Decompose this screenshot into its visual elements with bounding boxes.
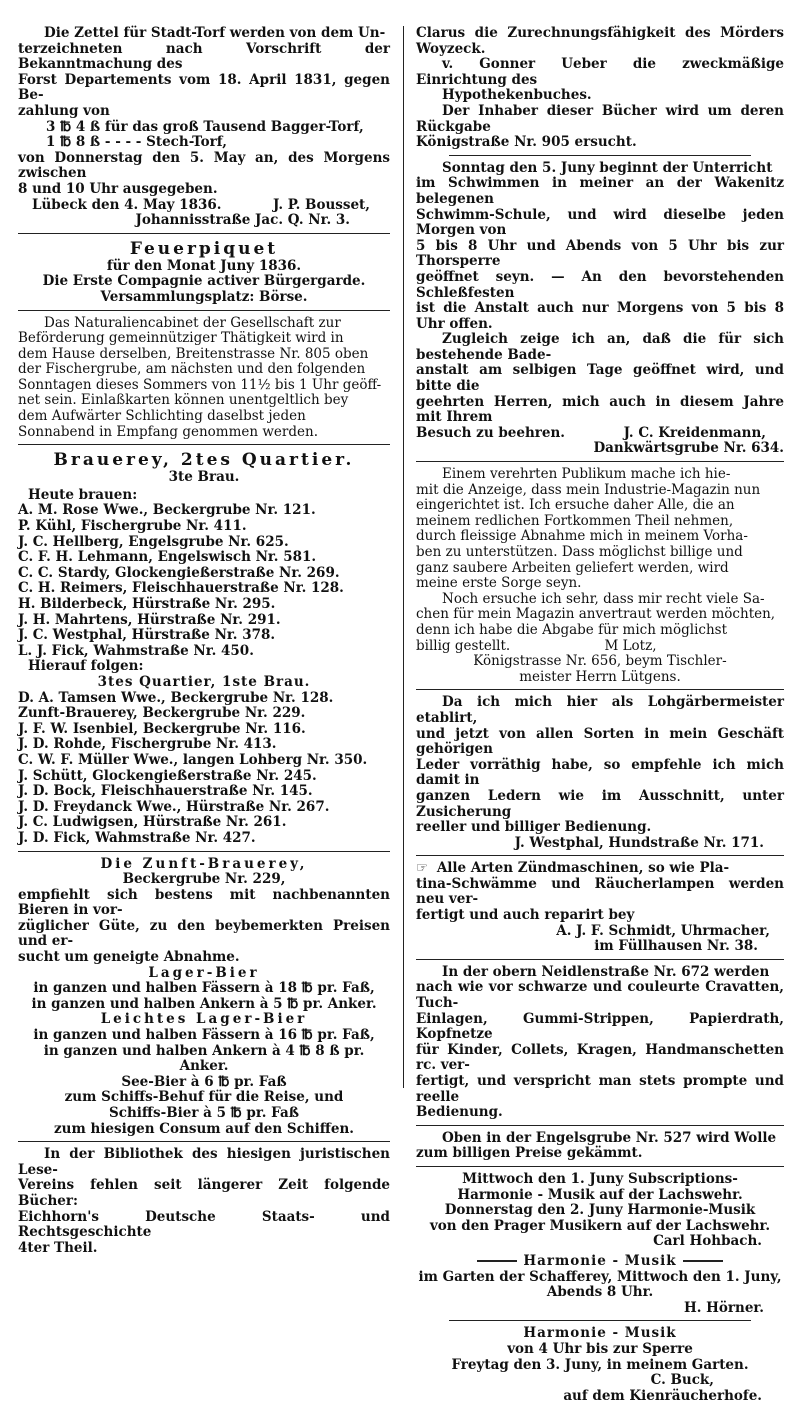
separator — [18, 444, 390, 445]
torf-line: von Donnerstag den 5. May an, des Morgens zwischen — [18, 149, 390, 182]
harmonie-signer: H. Hörner. — [683, 1299, 764, 1316]
brauerey-quartier: 3tes Quartier, 1ste Brau. — [97, 673, 311, 690]
lotz-line: chen für mein Magazin anvertraut werden möchten, — [416, 606, 776, 623]
torf-line: Forst Departements vom 18. April 1831, gegen Be- — [18, 71, 390, 104]
list-item: J. D. Rohde, Fischergrube Nr. 413. — [18, 736, 277, 753]
neidlen-line: fertigt, und verspricht man stets prompte und reelle — [416, 1073, 784, 1105]
list-item: H. Bilderbeck, Hürstraße Nr. 295. — [18, 596, 276, 612]
neidlen-line: In der obern Neidlenstraße Nr. 672 werden — [442, 963, 770, 980]
price-line: in ganzen und halben Ankern à 5 ℔ pr. Anker. — [31, 995, 377, 1012]
lotz-line: Einem verehrten Publikum mache ich hie- — [442, 466, 731, 483]
lotz-notice — [416, 467, 784, 685]
schwimm-line: 5 bis 8 Uhr und Abends von 5 Uhr bis zur Thorsperre — [416, 237, 784, 270]
harmonie-line: im Garten der Schafferey, Mittwoch den 1. Juny, — [418, 1268, 782, 1285]
separator — [449, 155, 751, 156]
schwimm-line: anstalt am selbigen Tage geöffnet wird, und bitte die — [416, 362, 784, 395]
torf-signer: J. P. Bousset, — [272, 196, 370, 213]
brauerey-heute: Heute brauen: — [28, 486, 138, 503]
bibliothek-line: Eichhorn's Deutsche Staats- und Rechtsgeschichte — [18, 1208, 390, 1241]
leicht-title: Leichtes Lager-Bier — [100, 1011, 308, 1028]
list-item: C. F. H. Lehmann, Engelswisch Nr. 581. — [18, 549, 317, 566]
zunft-address: Beckergrube Nr. 229, — [122, 871, 286, 888]
bibliothek-line: Vereins fehlen seit längerer Zeit folgende Bücher: — [18, 1177, 390, 1209]
westphal-line: Da ich mich hier als Lohgärbermeister etablirt, — [416, 694, 784, 726]
bibliothek-line: v. Gonner Ueber die zweckmäßige Einrichtung des — [416, 56, 784, 88]
separator — [416, 461, 784, 462]
schwimm-line: Zugleich zeige ich an, daß die für sich bestehende Bade- — [416, 331, 784, 363]
torf-price: 1 ℔ 8 ß - - - - Stech-Torf, — [46, 134, 227, 151]
torf-date: Lübeck den 4. May 1836. — [32, 196, 222, 213]
wolle-line: Oben in der Engelsgrube Nr. 527 wird Wolle — [442, 1129, 777, 1146]
brauerey-subtitle: 3te Brau. — [168, 469, 240, 486]
price-line: Schiffs-Bier à 5 ℔ pr. Faß — [109, 1105, 299, 1121]
zunft-line: züglicher Güte, zu den beybemerkten Preisen und er- — [18, 917, 390, 950]
schmidt-firstline — [416, 861, 784, 877]
schmidt-signer: A. J. F. Schmidt, Uhrmacher, — [556, 922, 770, 939]
naturalien-notice — [18, 316, 390, 441]
westphal-line: und jetzt von allen Sorten in mein Geschäft gehörigen — [416, 725, 784, 758]
schmidt-line: Alle Arten Zündmaschinen, so wie Pla- — [436, 860, 730, 877]
harmonie-hoerner — [416, 1254, 784, 1316]
list-item: J. D. Fick, Wahmstraße Nr. 427. — [18, 829, 256, 846]
list-item: L. J. Fick, Wahmstraße Nr. 450. — [18, 642, 254, 659]
neidlen-line: Bedienung. — [416, 1104, 503, 1121]
lotz-line: billig gestellt. — [416, 637, 511, 654]
neidlen-line: Einlagen, Gummi-Strippen, Papierdrath, Kopfnetze — [416, 1010, 784, 1043]
torf-line: 8 und 10 Uhr ausgegeben. — [18, 180, 218, 197]
schwimm-line: Besuch zu beehren. — [416, 424, 565, 441]
naturalien-line: Sonntagen dieses Sommers von 11½ bis 1 Uhr geöff- — [18, 376, 382, 393]
bibliothek-line: Königstraße Nr. 905 ersucht. — [416, 134, 637, 151]
torf-line: zahlung von — [18, 102, 110, 119]
separator — [416, 1166, 784, 1167]
bibliothek-notice — [18, 1147, 390, 1256]
pointing-hand-icon: ☞ — [416, 860, 429, 877]
feuer-notice — [18, 239, 390, 306]
harmonie-buck — [416, 1326, 784, 1404]
column-divider — [403, 26, 404, 1088]
schwimm-line: ist die Anstalt auch nur Morgens von 5 bis 8 Uhr offen. — [416, 300, 784, 332]
list-item: D. A. Tamsen Wwe., Beckergrube Nr. 128. — [18, 689, 334, 706]
bibliothek-line: Hypothekenbuches. — [442, 87, 592, 104]
schwimm-notice — [416, 161, 784, 457]
harmonie-line: Harmonie - Musik auf der Lachswehr. — [457, 1186, 743, 1203]
list-item: Zunft-Brauerey, Beckergrube Nr. 229. — [18, 705, 306, 722]
separator — [416, 959, 784, 960]
left-column — [18, 26, 390, 1256]
lotz-line: denn ich habe die Abgabe für mich möglichst — [416, 621, 728, 638]
harmonie-address: auf dem Kienräucherhofe. — [563, 1387, 762, 1404]
naturalien-line: der Fischergrube, am nächsten und den folgenden — [18, 361, 366, 378]
harmonie-signer: Carl Hohbach. — [653, 1233, 762, 1250]
lotz-line: meinem redlichen Fortkommen Theil nehmen, — [416, 512, 734, 529]
list-item: J. Schütt, Glockengießerstraße Nr. 245. — [18, 767, 317, 784]
lotz-signer: M Lotz, — [604, 637, 657, 654]
naturalien-line: Das Naturaliencabinet der Gesellschaft zur — [44, 314, 341, 331]
feuer-line: für den Monat Juny 1836. — [106, 257, 302, 274]
list-item: C. C. Stardy, Glockengießerstraße Nr. 269. — [18, 564, 340, 581]
separator — [449, 1320, 751, 1321]
torf-line: terzeichneten nach Vorschrift der Bekanntmachung des — [18, 40, 390, 73]
feuer-line: Die Erste Compagnie activer Bürgergarde. — [42, 273, 366, 290]
brauerey-title: Brauerey, 2tes Quartier. — [53, 450, 355, 471]
harmonie-line: Donnerstag den 2. Juny Harmonie-Musik — [444, 1202, 756, 1219]
harmonie-title: Harmonie - Musik — [523, 1252, 677, 1269]
bibliothek-continued — [416, 26, 784, 151]
schmidt-line: tina-Schwämme und Räucherlampen werden neu ver- — [416, 875, 784, 908]
separator — [18, 233, 390, 234]
westphal-line: ganzen Ledern wie im Ausschnitt, unter Zusicherung — [416, 787, 784, 820]
schwimm-line: geehrten Herren, mich auch in diesem Jahre mit Ihrem — [416, 393, 784, 426]
zunft-title: Die Zunft-Brauerey, — [100, 855, 308, 872]
title-rule — [477, 1260, 517, 1262]
zunft-line: empfiehlt sich bestens mit nachbenannten Bieren in vor- — [18, 886, 390, 919]
neidlen-line: nach wie vor schwarze und couleurte Cravatten, Tuch- — [416, 979, 784, 1012]
torf-dateline — [18, 198, 390, 214]
harmonie-title-row — [416, 1254, 784, 1270]
harmonie-line: von 4 Uhr bis zur Sperre — [507, 1340, 693, 1357]
harmonie-line: von den Prager Musikern auf der Lachswehr. — [429, 1217, 771, 1234]
neidlen-line: für Kinder, Collets, Kragen, Handmanschetten rc. ver- — [416, 1041, 784, 1074]
harmonie-line: Abends 8 Uhr. — [546, 1284, 654, 1301]
lotz-address: meister Herrn Lütgens. — [519, 668, 681, 685]
lotz-line: meine erste Sorge seyn. — [416, 575, 582, 592]
torf-line: Die Zettel für Stadt-Torf werden von dem Un- — [44, 25, 386, 41]
feuer-title: Feuerpiquet — [129, 238, 279, 259]
harmonie-line: Mittwoch den 1. Juny Subscriptions- — [462, 1170, 738, 1187]
torf-address: Johannisstraße Jac. Q. Nr. 3. — [135, 212, 350, 229]
right-column — [416, 26, 784, 1404]
schwimm-line: Sonntag den 5. Juny beginnt der Unterricht — [442, 159, 773, 176]
list-item: J. F. W. Isenbiel, Beckergrube Nr. 116. — [18, 720, 306, 737]
lotz-line: Noch ersuche ich sehr, dass mir recht viele Sa- — [442, 590, 765, 607]
list-item: C. W. F. Müller Wwe., langen Lohberg Nr. 350. — [18, 751, 368, 768]
list-item: C. H. Reimers, Fleischhauerstraße Nr. 128. — [18, 580, 344, 597]
naturalien-line: dem Hause derselben, Breitenstrasse Nr. 805 oben — [18, 345, 369, 362]
bibliothek-line: Clarus die Zurechnungsfähigkeit des Mörders Woyzeck. — [416, 25, 784, 57]
bibliothek-line: Der Inhaber dieser Bücher wird um deren Rückgabe — [416, 102, 784, 135]
lotz-line: ben zu unterstützen. Dass möglichst billige und — [416, 544, 743, 560]
westphal-line: reeller und billiger Bedienung. — [416, 819, 652, 836]
list-item: P. Kühl, Fischergrube Nr. 411. — [18, 518, 247, 535]
list-item: J. C. Westphal, Hürstraße Nr. 378. — [18, 627, 276, 644]
lotz-line: ganz saubere Arbeiten geliefert werden, wird — [416, 559, 729, 576]
lotz-lastline — [416, 639, 784, 655]
westphal-notice — [416, 695, 784, 851]
harmonie-line: Freytag den 3. Juny, in meinem Garten. — [451, 1356, 749, 1373]
price-line: See-Bier à 6 ℔ pr. Faß — [121, 1073, 287, 1090]
schwimm-signer: J. C. Kreidenmann, — [623, 424, 766, 441]
separator — [416, 855, 784, 856]
separator — [18, 1141, 390, 1142]
schwimm-lastline — [416, 426, 784, 442]
schmidt-line: fertigt und auch reparirt bey — [416, 907, 635, 924]
price-line: in ganzen und halben Fässern à 16 ℔ pr. Faß, — [33, 1027, 375, 1044]
schwimm-line: geöffnet seyn. — An den bevorstehenden Schleßfesten — [416, 268, 784, 301]
zunft-line: sucht um geneigte Abnahme. — [18, 949, 240, 966]
harmonie-title: Harmonie - Musik — [523, 1325, 677, 1342]
separator — [18, 310, 390, 311]
lotz-address: Königstrasse Nr. 656, beym Tischler- — [473, 653, 727, 670]
naturalien-line: Sonnabend in Empfang genommen werden. — [18, 423, 318, 440]
title-rule — [683, 1260, 723, 1262]
separator — [416, 1125, 784, 1126]
schmidt-address: im Füllhausen Nr. 38. — [594, 938, 758, 955]
schwimm-line: Schwimm-Schule, und wird dieselbe jeden Morgen von — [416, 206, 784, 239]
lotz-line: durch fleissige Abnahme mich in meinem Vorha- — [416, 528, 748, 545]
price-line: in ganzen und halben Ankern à 4 ℔ 8 ß pr. Anker. — [43, 1042, 365, 1075]
lotz-line: mit die Anzeige, dass mein Industrie-Magazin nun — [416, 481, 761, 498]
separator — [18, 851, 390, 852]
torf-notice — [18, 26, 390, 229]
wolle-line: zum billigen Preise gekämmt. — [416, 1145, 643, 1162]
harmonie-hohbach — [416, 1172, 784, 1250]
price-line: zum Schiffs-Behuf für die Reise, und — [64, 1089, 344, 1106]
brauerey-notice — [18, 450, 390, 846]
lotz-line: eingerichtet ist. Ich ersuche daher Alle, die an — [416, 497, 735, 514]
zunft-notice — [18, 857, 390, 1138]
naturalien-line: Beförderung gemeinnütziger Thätigkeit wird in — [18, 330, 344, 347]
schmidt-notice — [416, 861, 784, 955]
separator — [416, 689, 784, 690]
list-item: J. C. Ludwigsen, Hürstraße Nr. 261. — [18, 814, 287, 831]
price-line: zum hiesigen Consum auf den Schiffen. — [54, 1120, 354, 1137]
list-item: A. M. Rose Wwe., Beckergrube Nr. 121. — [18, 502, 316, 519]
wolle-notice — [416, 1131, 784, 1162]
list-item: J. C. Hellberg, Engelsgrube Nr. 625. — [18, 533, 289, 550]
lager-title: Lager-Bier — [148, 964, 260, 981]
westphal-line: Leder vorräthig habe, so empfehle ich mich damit in — [416, 756, 784, 789]
list-item: J. H. Mahrtens, Hürstraße Nr. 291. — [18, 611, 281, 628]
naturalien-line: net sein. Einlaßkarten können unentgeltlich bey — [18, 392, 349, 409]
westphal-signer: J. Westphal, Hundstraße Nr. 171. — [514, 834, 764, 851]
bibliothek-line: 4ter Theil. — [18, 1239, 98, 1256]
bibliothek-line: In der Bibliothek des hiesigen juristischen Lese- — [18, 1146, 390, 1178]
list-item: J. D. Bock, Fleischhauerstraße Nr. 145. — [18, 783, 313, 800]
list-item: J. D. Freydanck Wwe., Hürstraße Nr. 267. — [18, 798, 330, 815]
naturalien-line: dem Aufwärter Schlichting daselbst jeden — [18, 408, 306, 425]
brauerey-hierauf: Hierauf folgen: — [28, 658, 144, 675]
price-line: in ganzen und halben Fässern à 18 ℔ pr. Faß, — [33, 980, 375, 997]
feuer-line: Versammlungsplatz: Börse. — [100, 288, 308, 305]
torf-price: 3 ℔ 4 ß für das groß Tausend Bagger-Torf, — [46, 118, 364, 135]
harmonie-signer: C. Buck, — [650, 1372, 714, 1389]
neidlen-notice — [416, 965, 784, 1121]
schwimm-line: im Schwimmen in meiner an der Wakenitz belegenen — [416, 175, 784, 207]
schwimm-address: Dankwärtsgrube Nr. 634. — [593, 440, 784, 457]
